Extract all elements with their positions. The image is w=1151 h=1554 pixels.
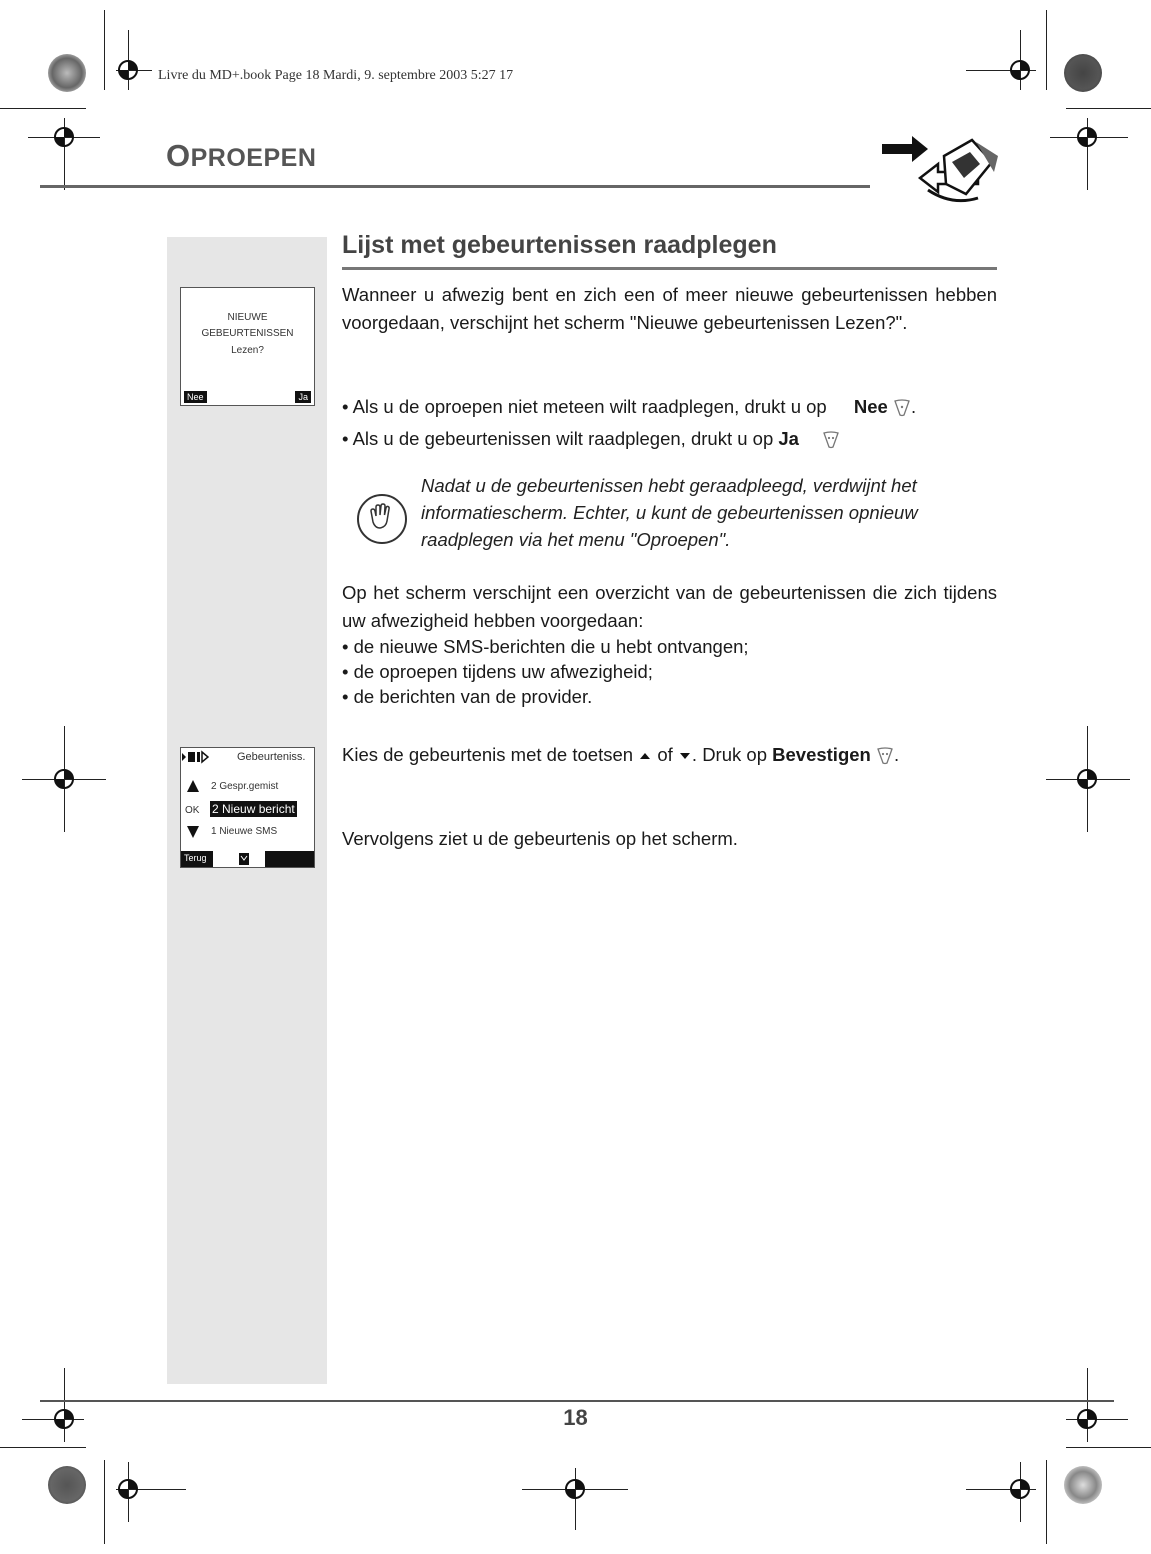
choose-end: .: [893, 744, 900, 765]
list-item: 2 Gespr.gemist: [211, 781, 279, 792]
list-item: • de berichten van de provider.: [342, 686, 593, 707]
status-icons: [181, 750, 209, 764]
choose-or: of: [657, 744, 673, 765]
softkey-left-label: Terug: [184, 853, 207, 863]
choose-mid: . Druk op: [691, 744, 767, 765]
intro-paragraph: Wanneer u afwezig bent en zich een of meer nieuwe gebeurtenissen hebben voorgedaan, verschijnt het scherm "Nieuwe gebeurtenissen Lezen?".: [342, 284, 997, 333]
chapter-divider: [40, 185, 870, 188]
list-item: • de nieuwe SMS-berichten die u hebt ontvangen;: [342, 636, 749, 657]
arrow-down-key-icon: [678, 751, 692, 761]
arrow-up-icon: [187, 780, 199, 792]
list-item: 1 Nieuwe SMS: [211, 826, 278, 837]
section-divider: [342, 267, 997, 270]
registration-mark-icon: [563, 1477, 587, 1501]
chapter-title-initial: O: [166, 138, 191, 173]
print-header: Livre du MD+.book Page 18 Mardi, 9. septembre 2003 5:27 17: [158, 68, 514, 83]
registration-mark-icon: [116, 1477, 140, 1501]
page-number: 18: [563, 1405, 588, 1430]
softkey-left-label: Nee: [184, 391, 207, 403]
arrow-up-key-icon: [638, 751, 652, 761]
screen-header: Gebeurteniss.: [237, 751, 306, 763]
calls-chapter-illustration-icon: [880, 132, 1002, 208]
screen-line: Lezen?: [231, 345, 264, 356]
bullet-text: • Als u de gebeurtenissen wilt raadplegen, drukt u op: [342, 428, 774, 449]
envelope-icon: [213, 851, 265, 867]
registration-mark-icon: [116, 58, 140, 82]
bullet-decline: [342, 393, 916, 420]
color-rosette-icon: [48, 54, 86, 92]
key-label-bevestigen: Bevestigen: [772, 744, 871, 765]
overview-list: [342, 634, 749, 709]
phone-screen-events-list: [180, 747, 315, 868]
left-softkey-icon: [893, 399, 911, 417]
softkey-right-label: Ja: [295, 391, 311, 403]
softkey-bar: [181, 851, 314, 867]
bullet-accept: [342, 425, 840, 452]
registration-mark-icon: [1008, 58, 1032, 82]
hand-note-icon: [357, 494, 407, 544]
registration-mark-icon: [1075, 125, 1099, 149]
registration-mark-icon: [1075, 767, 1099, 791]
color-rosette-icon: [1064, 1466, 1102, 1504]
list-item: • de oproepen tijdens uw afwezigheid;: [342, 661, 653, 682]
chapter-title: [166, 138, 316, 174]
list-item-selected: 2 Nieuw bericht: [212, 802, 295, 816]
bullet-end: .: [910, 396, 917, 417]
chapter-title-rest: PROEPEN: [190, 144, 317, 172]
registration-mark-icon: [52, 767, 76, 791]
color-rosette-icon: [1064, 54, 1102, 92]
registration-mark-icon: [1008, 1477, 1032, 1501]
key-label-ja: Ja: [778, 428, 799, 449]
overview-intro: Op het scherm verschijnt een overzicht van de gebeurtenissen die zich tijdens uw afwezigheid hebben voorgedaan:: [342, 582, 997, 631]
screen-line: GEBEURTENISSEN: [201, 328, 294, 339]
ok-label: OK: [185, 805, 200, 816]
arrow-down-icon: [187, 826, 199, 838]
key-label-nee: Nee: [853, 396, 888, 417]
color-rosette-icon: [48, 1466, 86, 1504]
right-softkey-icon: [822, 431, 840, 449]
result-text: Vervolgens ziet u de gebeurtenis op het scherm.: [342, 828, 738, 849]
phone-screen-new-events: [180, 287, 315, 406]
note-text: Nadat u de gebeurtenissen hebt geraadpleegd, verdwijnt het informatiescherm. Echter, u kunt de gebeurtenissen opnieuw raadplegen via het menu "Oproepen".: [421, 475, 918, 550]
registration-mark-icon: [52, 125, 76, 149]
bullet-text: • Als u de oproepen niet meteen wilt raadplegen, drukt u op: [342, 396, 827, 417]
footer-divider: [40, 1400, 1114, 1402]
screen-line: NIEUWE: [227, 312, 268, 323]
choose-text: Kies de gebeurtenis met de toetsen: [342, 744, 634, 765]
right-softkey-icon: [876, 747, 894, 765]
choose-instruction: [342, 741, 899, 768]
section-title: Lijst met gebeurtenissen raadplegen: [342, 231, 777, 259]
